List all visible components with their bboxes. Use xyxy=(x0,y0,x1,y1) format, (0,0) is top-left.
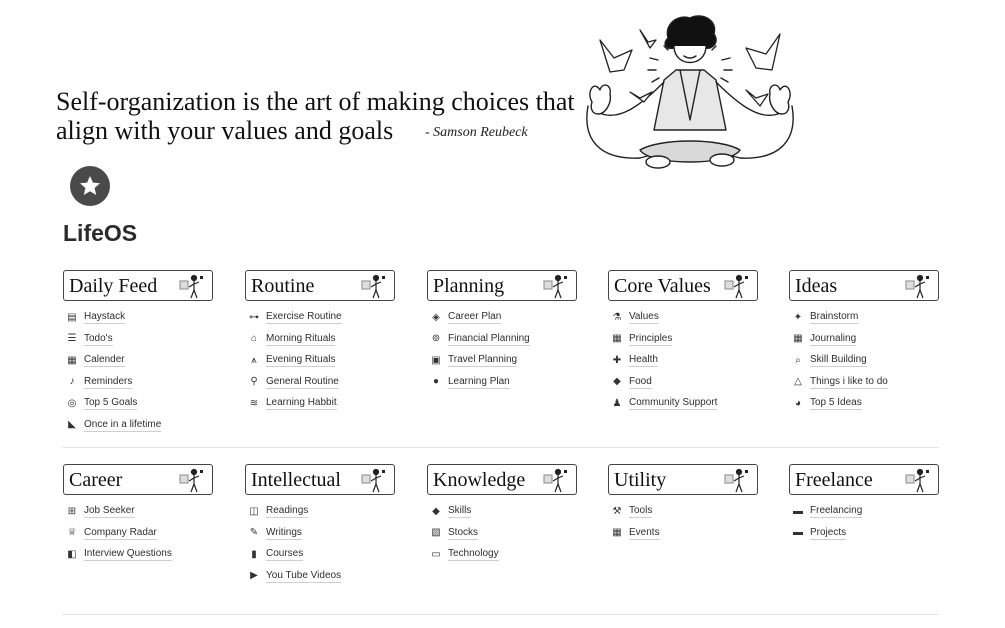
section-daily-feed xyxy=(63,270,213,436)
section-routine xyxy=(245,270,395,415)
shapes-icon: ◈ xyxy=(432,311,440,323)
section-title: Ideas xyxy=(795,275,838,297)
page-title: LifeOS xyxy=(63,220,138,246)
list-item-label: Morning Rituals xyxy=(266,332,336,344)
list-item-label: Company Radar xyxy=(84,526,157,538)
section-header-career[interactable] xyxy=(63,464,213,495)
list-item-label: Interview Questions xyxy=(84,548,172,560)
calendar-grid-icon: ▦ xyxy=(612,527,622,539)
list-item-label: Courses xyxy=(266,548,304,560)
window-icon: ▭ xyxy=(431,548,441,560)
section-ideas xyxy=(789,270,939,415)
list-item[interactable] xyxy=(427,350,577,372)
section-utility xyxy=(608,464,758,544)
section-freelance xyxy=(789,464,939,544)
list-item-label: Events xyxy=(629,526,660,538)
list-item[interactable] xyxy=(245,544,395,566)
section-item-list xyxy=(245,501,395,587)
stack-icon: ▤ xyxy=(67,311,77,323)
writing-icon: ✎ xyxy=(249,527,259,539)
section-header-daily-feed[interactable] xyxy=(63,270,213,301)
list-item-label: Travel Planning xyxy=(448,354,518,366)
section-title: Freelance xyxy=(795,469,873,491)
list-item[interactable] xyxy=(63,329,213,351)
list-item[interactable] xyxy=(608,372,758,394)
gamepad-icon: ◕ xyxy=(794,397,802,409)
cam-icon: ◧ xyxy=(67,548,77,560)
list-item-label: Skill Building xyxy=(810,354,867,366)
medkit-icon: ✚ xyxy=(612,354,622,366)
quote-line-2: align with your values and goals xyxy=(56,116,394,145)
list-item-label: Evening Rituals xyxy=(266,354,336,366)
star-icon[interactable] xyxy=(70,166,110,206)
section-planning xyxy=(427,270,577,393)
list-item[interactable] xyxy=(789,393,939,415)
section-header-planning[interactable] xyxy=(427,270,577,301)
list-item-label: Learning Habbit xyxy=(266,397,337,409)
list-item[interactable] xyxy=(245,566,395,588)
section-knowledge xyxy=(427,464,577,566)
sunset-icon: ⩚ xyxy=(251,354,257,366)
sitemap-icon: ⊞ xyxy=(67,505,77,517)
section-item-list xyxy=(63,501,213,566)
section-title: Utility xyxy=(614,469,667,491)
section-header-core-values[interactable] xyxy=(608,270,758,301)
list-item-label: Top 5 Ideas xyxy=(810,397,862,409)
list-item-label: Exercise Routine xyxy=(266,311,342,323)
section-item-list xyxy=(789,307,939,415)
coins-icon: ⊚ xyxy=(431,333,441,345)
books-icon: ≋ xyxy=(249,397,259,409)
list-item-label: Top 5 Goals xyxy=(84,397,138,409)
section-header-utility[interactable] xyxy=(608,464,758,495)
bottom-divider xyxy=(62,614,939,615)
list-item[interactable] xyxy=(63,393,213,415)
quote-line-1: Self-organization is the art of making choices that xyxy=(56,87,575,116)
list-item-label: Todo's xyxy=(84,332,113,344)
list-item[interactable] xyxy=(63,350,213,372)
passport-icon: ▣ xyxy=(431,354,441,366)
list-item[interactable] xyxy=(608,307,758,329)
list-item-label: Haystack xyxy=(84,311,126,323)
hammer-icon: ⚒ xyxy=(612,505,622,517)
calendar-icon: ▦ xyxy=(67,354,77,366)
list-item[interactable] xyxy=(63,501,213,523)
section-header-ideas[interactable] xyxy=(789,270,939,301)
list-item[interactable] xyxy=(245,372,395,394)
section-title: Routine xyxy=(251,275,315,297)
trophy-icon: ♕ xyxy=(67,527,77,539)
list-item-label: Technology xyxy=(448,548,499,560)
people-illustration-icon xyxy=(540,273,570,299)
list-item[interactable] xyxy=(245,329,395,351)
book-open-icon: ◫ xyxy=(249,505,259,517)
list-item-label: Projects xyxy=(810,526,847,538)
list-item[interactable] xyxy=(245,307,395,329)
list-item-label: Reminders xyxy=(84,375,133,387)
list-item-label: Job Seeker xyxy=(84,505,135,517)
list-item-label: General Routine xyxy=(266,375,339,387)
list-item-label: Career Plan xyxy=(448,311,502,323)
section-title: Daily Feed xyxy=(69,275,158,297)
list-item-label: Learning Plan xyxy=(448,375,510,387)
section-title: Core Values xyxy=(614,275,711,297)
bulb-icon: ✦ xyxy=(793,311,803,323)
list-item-label: Journaling xyxy=(810,332,857,344)
list-item[interactable] xyxy=(427,523,577,545)
bell-icon: ♪ xyxy=(69,376,75,388)
list-item-label: Values xyxy=(629,311,659,323)
list-item-label: Community Support xyxy=(629,397,718,409)
section-header-freelance[interactable] xyxy=(789,464,939,495)
sunrise-icon: ⌂ xyxy=(250,333,258,345)
people-illustration-icon xyxy=(540,467,570,493)
list-item-label: Brainstorm xyxy=(810,311,859,323)
quote-author: - Samson Reubeck xyxy=(425,125,528,140)
list-icon: ☰ xyxy=(67,333,77,345)
list-item[interactable] xyxy=(63,372,213,394)
section-title: Planning xyxy=(433,275,505,297)
section-title: Knowledge xyxy=(433,469,526,491)
people-illustration-icon xyxy=(176,467,206,493)
list-item[interactable] xyxy=(608,329,758,351)
quote-text xyxy=(56,87,616,145)
list-item[interactable] xyxy=(245,501,395,523)
keyboard-icon: ▦ xyxy=(793,333,803,345)
list-item[interactable] xyxy=(63,523,213,545)
people-illustration-icon xyxy=(721,467,751,493)
list-item[interactable] xyxy=(427,329,577,351)
warning-icon: △ xyxy=(794,376,802,388)
section-item-list xyxy=(608,501,758,544)
section-item-list xyxy=(608,307,758,415)
list-item-label: You Tube Videos xyxy=(266,569,342,581)
list-item-label: Calender xyxy=(84,354,125,366)
list-item[interactable] xyxy=(427,372,577,394)
people-icon: ♟ xyxy=(612,397,622,409)
list-item-label: Financial Planning xyxy=(448,332,530,344)
book-icon: ▮ xyxy=(251,548,257,560)
folder-icon: ▬ xyxy=(793,527,803,539)
section-header-routine[interactable] xyxy=(245,270,395,301)
list-item-label: Principles xyxy=(629,332,673,344)
section-item-list xyxy=(789,501,939,544)
list-item[interactable] xyxy=(245,350,395,372)
people-illustration-icon xyxy=(721,273,751,299)
list-item-label: Things i like to do xyxy=(810,375,888,387)
list-item[interactable] xyxy=(608,393,758,415)
target-icon: ◎ xyxy=(67,397,77,409)
play-icon: ▶ xyxy=(250,570,258,582)
section-intellectual xyxy=(245,464,395,587)
list-item-label: Health xyxy=(629,354,658,366)
shoe-icon: ◣ xyxy=(68,419,76,431)
list-item[interactable] xyxy=(63,415,213,437)
list-item[interactable] xyxy=(608,501,758,523)
section-divider xyxy=(62,447,939,448)
list-item-label: Writings xyxy=(266,526,302,538)
list-item-label: Stocks xyxy=(448,526,479,538)
diamond-icon: ◆ xyxy=(432,505,440,517)
list-item[interactable] xyxy=(245,523,395,545)
section-core-values xyxy=(608,270,758,415)
section-title: Career xyxy=(69,469,123,491)
grid-icon: ▦ xyxy=(612,333,622,345)
list-item[interactable] xyxy=(608,350,758,372)
list-item[interactable] xyxy=(789,307,939,329)
list-item-label: Freelancing xyxy=(810,505,863,517)
section-item-list xyxy=(63,307,213,436)
food-icon: ◆ xyxy=(613,376,621,388)
list-item[interactable] xyxy=(608,523,758,545)
section-header-knowledge[interactable] xyxy=(427,464,577,495)
dumbbell-icon: ⊶ xyxy=(249,311,259,323)
list-item-label: Food xyxy=(629,375,652,387)
list-item-label: Once in a lifetime xyxy=(84,418,162,430)
running-icon: ⚲ xyxy=(250,376,258,388)
list-item[interactable] xyxy=(63,544,213,566)
list-item-label: Tools xyxy=(629,505,653,517)
section-item-list xyxy=(245,307,395,415)
people-illustration-icon xyxy=(902,273,932,299)
list-item[interactable] xyxy=(427,544,577,566)
list-item[interactable] xyxy=(245,393,395,415)
list-item[interactable] xyxy=(789,350,939,372)
list-item[interactable] xyxy=(789,372,939,394)
list-item[interactable] xyxy=(789,523,939,545)
chart-icon: ▧ xyxy=(431,527,441,539)
list-item-label: Readings xyxy=(266,505,309,517)
section-item-list xyxy=(427,307,577,393)
list-item[interactable] xyxy=(789,329,939,351)
apple-icon: ● xyxy=(432,376,440,388)
search-icon: ⌕ xyxy=(795,354,801,366)
people-illustration-icon xyxy=(358,273,388,299)
meditation-illustration xyxy=(580,10,805,175)
list-item[interactable] xyxy=(427,501,577,523)
section-career xyxy=(63,464,213,566)
people-illustration-icon xyxy=(358,467,388,493)
people-illustration-icon xyxy=(902,467,932,493)
people-illustration-icon xyxy=(176,273,206,299)
list-item[interactable] xyxy=(789,501,939,523)
list-item-label: Skills xyxy=(448,505,472,517)
list-item[interactable] xyxy=(63,307,213,329)
folder-open-icon: ▬ xyxy=(793,505,803,517)
list-item[interactable] xyxy=(427,307,577,329)
flask-icon: ⚗ xyxy=(612,311,622,323)
section-item-list xyxy=(427,501,577,566)
section-header-intellectual[interactable] xyxy=(245,464,395,495)
section-title: Intellectual xyxy=(251,469,341,491)
